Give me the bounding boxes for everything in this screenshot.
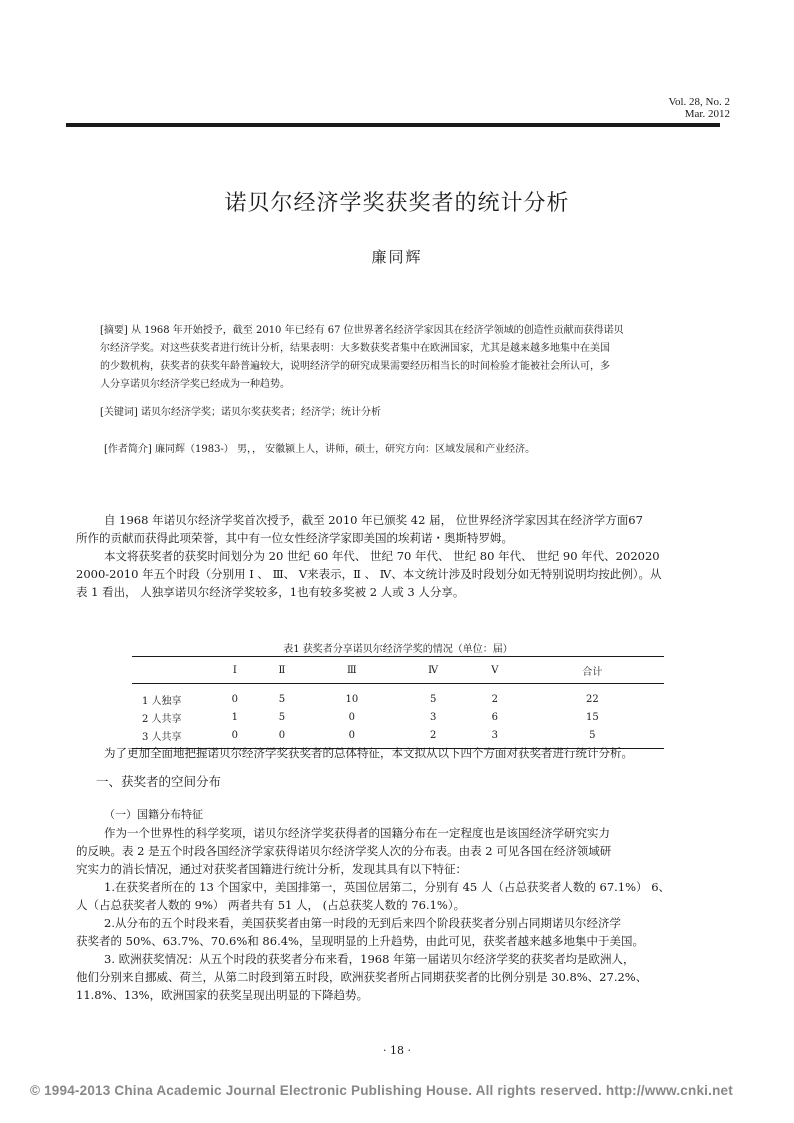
body-line: 2.从分布的五个时段来看，美国获奖者由第一时段的无到后来四个阶段获奖者分别占同期诺贝尔经济学 (104, 916, 621, 930)
body-line: 获奖者的 50%、63.7%、70.6%和 86.4%，呈现明显的上升趋势，由此可见，获奖者越来越多地集中于美国。 (76, 934, 644, 948)
transition-paragraph: 为了更加全面地把握诺贝尔经济学奖获奖者的总体特征，本文拟从以下四个方面对获奖者进行统计分析。 (104, 746, 633, 760)
article-title: 诺贝尔经济学奖获奖者的统计分析 (224, 191, 570, 216)
body-line: 11.8%、13%，欧洲国家的获奖呈现出明显的下降趋势。 (76, 988, 369, 1002)
table-cell: 22 (585, 693, 599, 705)
body-line: 作为一个世界性的科学奖项，诺贝尔经济学奖获得者的国籍分布在一定程度也是该国经济学研究实力 (104, 826, 610, 840)
table-header-row (132, 657, 664, 684)
table-header-cell: Ⅱ (258, 657, 307, 684)
table-cell: 0 (348, 711, 355, 723)
table-cell: 5 (521, 726, 664, 749)
body-line: 1.在获奖者所在的 13 个国家中，美国排第一，英国位居第二，分别有 45 人（占总获奖者人数的 67.1%） 6、 (104, 880, 671, 894)
article-author: 廉同辉 (371, 248, 423, 266)
table-cell: 2 (397, 726, 469, 749)
table-cell: 3 (429, 711, 437, 723)
table-cell: 5 (278, 693, 286, 705)
header-rule (66, 123, 720, 127)
intro-line: 所作的贡献而获得此项荣誉，其中有一位女性经济学家即美国的埃莉诺・奥斯特罗姆。 (76, 531, 513, 545)
table-cell: 0 (258, 726, 307, 749)
table-cell: 5 (429, 693, 437, 705)
table-header-cell: Ⅰ (212, 657, 258, 684)
intro-line: 2000-2010 年五个时段（分别用 Ⅰ 、 Ⅲ、 Ⅴ来表示，Ⅱ 、 Ⅳ、本文统计涉及时段划分如无特别说明均按此例）。从 (76, 567, 662, 581)
abstract-line: 的少数机构，获奖者的获奖年龄普遍较大，说明经济学的研究成果需要经历相当长的时间检验才能被社会所认可，多 (100, 361, 610, 372)
intro-paragraphs (76, 511, 726, 601)
body-paragraphs (76, 824, 726, 1004)
table-cell: 6 (491, 711, 498, 723)
table-cell: 0 (212, 726, 258, 749)
table-cell: 3 (469, 726, 521, 749)
table-cell: 10 (345, 693, 359, 705)
journal-volume-info (668, 96, 730, 120)
table-cell: 3 人共享 (132, 726, 212, 749)
table-cell: 1 人独享 (142, 695, 182, 707)
abstract-line: 人分享诺贝尔经济学奖已经成为一种趋势。 (100, 379, 290, 390)
abstract-block (100, 322, 700, 394)
abstract-line: 尔经济学奖。对这些获奖者进行统计分析，结果表明：大多数获奖者集中在欧洲国家，尤其是越来越多地集中在美国 (100, 343, 610, 354)
section-heading: 一、获奖者的空间分布 (96, 774, 222, 789)
table-header-cell: Ⅴ (469, 657, 521, 684)
table-row (132, 708, 664, 726)
table-row (132, 684, 664, 709)
author-bio: [作者简介] 廉同辉（1983-） 男，， 安徽颍上人，讲师，硕士，研究方向：区域发展和产业经济。 (104, 444, 536, 455)
body-line: 的反映。表 2 是五个时段各国经济学家获得诺贝尔经济学奖人次的分布表。由表 2 可见各国在经济领域研 (76, 844, 612, 858)
table-caption: 表1 获奖者分享诺贝尔经济学奖的情况（单位：届） (283, 643, 513, 655)
body-line: 人（占总获奖者人数的 9%） 两者共有 51 人， (占总获奖人数的 76.1%）。 (76, 898, 466, 912)
share-table (132, 638, 664, 749)
copyright-footer: © 1994-2013 China Academic Journal Electronic Publishing House. All rights reserved. http://www.cnki.net (30, 1083, 733, 1098)
table-header-cell: Ⅲ (306, 657, 397, 684)
volume-number: Vol. 28, No. 2 (668, 96, 730, 108)
table-header-cell: 合计 (521, 657, 664, 684)
body-line: 3. 欧洲获奖情况：从五个时段的获奖者分布来看，1968 年第一届诺贝尔经济学奖的获奖者均是欧洲人， (104, 952, 635, 966)
intro-line: 表 1 看出， 人独享诺贝尔经济学奖较多，1也有较多奖被 2 人或 3 人分享。 (76, 585, 465, 599)
table-cell: 15 (585, 711, 599, 723)
subsection-heading: （一）国籍分布特征 (104, 808, 203, 821)
issue-date: Mar. 2012 (684, 108, 730, 120)
keywords: [关键词] 诺贝尔经济学奖；诺贝尔奖获奖者；经济学；统计分析 (100, 407, 381, 418)
page-number: · 18 · (383, 1044, 411, 1057)
table-header-cell: Ⅳ (397, 657, 469, 684)
table-header-cell (132, 657, 212, 684)
table-cell: 2 (491, 693, 498, 705)
table-cell: 0 (231, 693, 238, 705)
table-cell: 5 (278, 711, 286, 723)
body-line: 究实力的消长情况，通过对获奖者国籍进行统计分析，发现其具有以下特征： (76, 862, 467, 876)
intro-line: 本文将获奖者的获奖时间划分为 20 世纪 60 年代、 世纪 70 年代、 世纪 80 年代、 世纪 90 年代、202020 (104, 549, 660, 563)
table-cell: 1 (231, 711, 238, 723)
table-cell: 0 (306, 726, 397, 749)
intro-line: 自 1968 年诺贝尔经济学奖首次授予，截至 2010 年已颁奖 42 届， 位世界经济学家因其在经济学方面67 (104, 513, 643, 527)
table-cell: 2 人共享 (142, 713, 182, 725)
body-line: 他们分别来自挪威、荷兰，从第二时段到第五时段，欧洲获奖者所占同期获奖者的比例分别是 30.8%、27.2%、 (76, 970, 648, 984)
abstract-line: [摘要] 从 1968 年开始授予，截至 2010 年已经有 67 位世界著名经济学家因其在经济学领域的创造性贡献而获得诺贝 (100, 325, 624, 336)
